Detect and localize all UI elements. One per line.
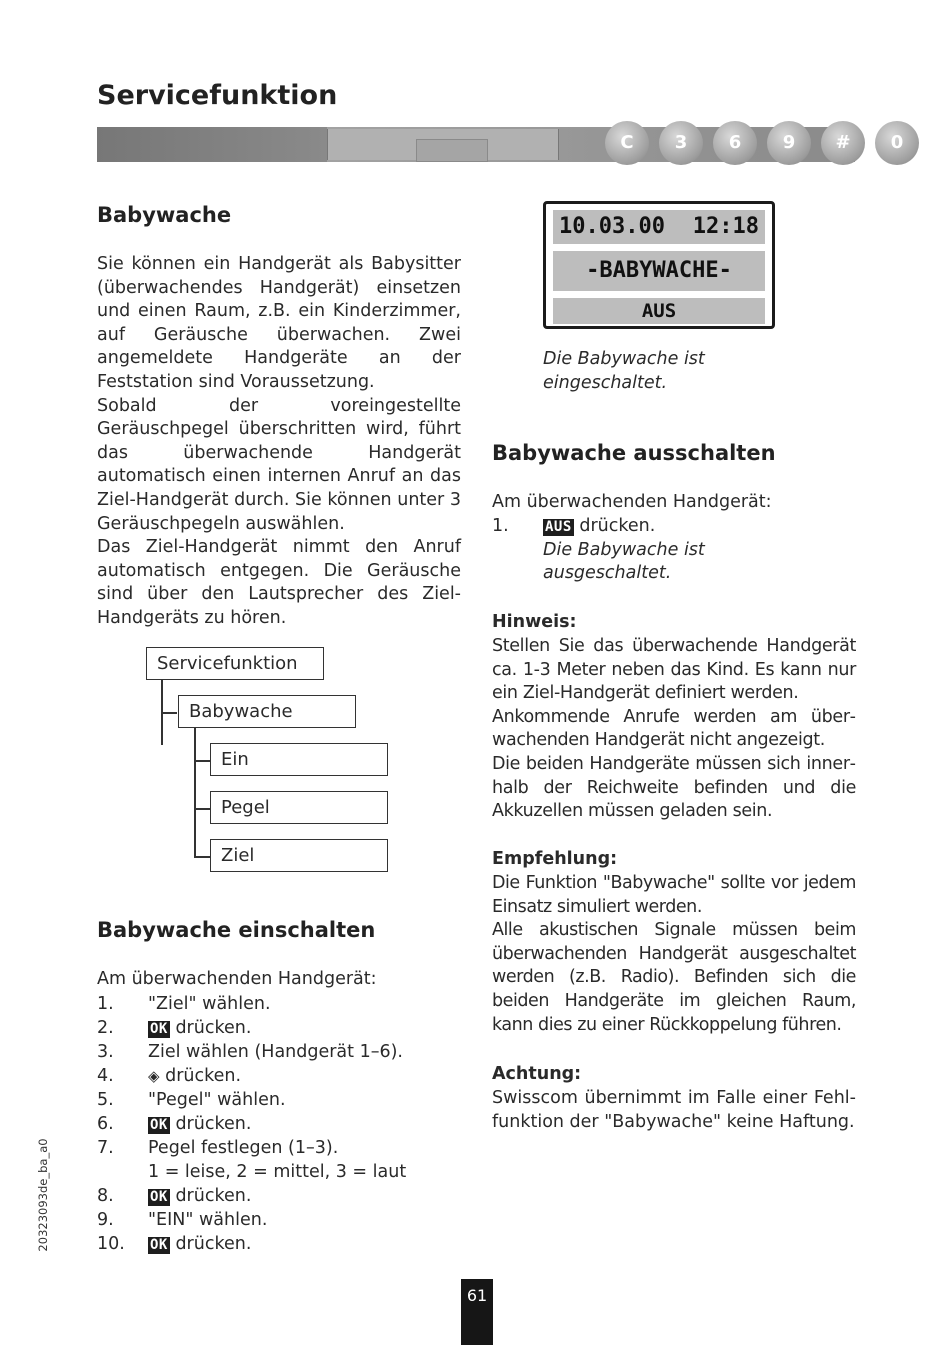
- ausschalten-block: [492, 491, 856, 586]
- hinweis-paragraph-2: Ankommende Anrufe werden am überwachenden Handgerät nicht angezeigt.: [492, 706, 856, 751]
- ok-key-icon: OK: [150, 1237, 168, 1253]
- phone-key-9-icon: 9: [767, 121, 811, 165]
- ausschalten-heading: Babywache ausschalten: [492, 441, 776, 465]
- ok-key-icon: OK: [150, 1189, 168, 1205]
- menu-tree-item-ein: Ein: [210, 743, 388, 776]
- document-code: 20323093de_ba_a0: [36, 1138, 50, 1252]
- header-banner-image: [97, 127, 904, 162]
- phone-key-6-icon: 6: [713, 121, 757, 165]
- page-title: Servicefunktion: [97, 80, 338, 111]
- babywache-heading: Babywache: [97, 203, 232, 227]
- achtung-paragraph-1: Swisscom übernimmt im Falle einer Fehlfunktion der "Babywache" keine Haftung.: [492, 1088, 856, 1132]
- phone-key-0-icon: 0: [875, 121, 919, 165]
- nav-key-icon: ◈: [148, 1067, 160, 1085]
- ok-key-icon: OK: [150, 1021, 168, 1037]
- hinweis-heading: Hinweis:: [492, 612, 577, 632]
- babywache-paragraph-1: Sie können ein Handgerät als Babysitter (überwachendes Handgerät) einsetzen und einen Raum, z.B. ein Kinderzimmer, auf Geräusche überwachen. Zwei angemeldete Handgeräte an der Feststation sind Voraussetzung.: [97, 254, 461, 392]
- display-caption-line-1: Die Babywache ist: [543, 349, 705, 369]
- handset-display: [543, 201, 775, 329]
- menu-tree-babywache: Babywache: [178, 695, 356, 728]
- phone-key-c-icon: C: [605, 121, 649, 165]
- menu-tree-item-pegel: Pegel: [210, 791, 388, 824]
- achtung-text: [492, 1087, 856, 1134]
- einschalten-heading: Babywache einschalten: [97, 918, 376, 942]
- page-number: 61: [461, 1279, 493, 1345]
- display-time: 12:18: [692, 214, 759, 239]
- empfehlung-paragraph-2: Alle akustischen Signale müssen beim überwachenden Handgerät ausgeschaltet werden (z.B. Radio). Befinden sich die beiden Handgeräte im gleichen Raum, kann dies zu einer Rückkoppelung führen.: [492, 920, 856, 1035]
- empfehlung-text: [492, 872, 856, 1037]
- ok-key-icon: OK: [150, 1117, 168, 1133]
- menu-tree-item-ziel: Ziel: [210, 839, 388, 872]
- phone-key-3-icon: 3: [659, 121, 703, 165]
- ausschalten-result-line-1: Die Babywache ist: [543, 539, 705, 560]
- ausschalten-step: 1. AUS drücken.: [492, 515, 656, 536]
- display-caption: [543, 348, 705, 395]
- phone-key-hash-icon: #: [821, 121, 865, 165]
- display-date: 10.03.00: [559, 214, 665, 239]
- babywache-paragraph-3: Das Ziel-Handgerät nimmt den Anruf automatisch entgegen. Die Geräusche sind über den Lautsprecher des Ziel-Handgeräts zu hören.: [97, 537, 461, 628]
- ausschalten-intro: Am überwachenden Handgerät:: [492, 492, 772, 512]
- menu-tree-root: Servicefunktion: [146, 647, 324, 680]
- empfehlung-paragraph-1: Die Funktion "Babywache" sollte vor jedem Einsatz simuliert werden.: [492, 873, 856, 917]
- display-caption-line-2: eingeschaltet.: [543, 372, 668, 393]
- einschalten-intro: Am überwachenden Handgerät:: [97, 969, 377, 989]
- hinweis-paragraph-3: Die beiden Handgeräte müssen sich innerhalb der Reichweite befinden und die Akkuzellen müssen geladen sein.: [492, 753, 856, 822]
- hinweis-paragraph-1: Stellen Sie das überwachende Handgerät ca. 1-3 Meter neben das Kind. Es kann nur ein Ziel-Handgerät definiert werden.: [492, 636, 856, 704]
- display-mode: -BABYWACHE-: [553, 251, 765, 291]
- achtung-heading: Achtung:: [492, 1064, 582, 1084]
- aus-key-icon: AUS: [545, 518, 572, 535]
- babywache-paragraph-2: Sobald der voreingestellte Geräuschpegel überschritten wird, führt das überwachende Handgerät automatisch einen internen Anruf an das Ziel-Handgerät durch. Sie können unter 3 Geräuschpegeln auswählen.: [97, 395, 461, 534]
- empfehlung-heading: Empfehlung:: [492, 849, 618, 869]
- hinweis-text: [492, 635, 856, 824]
- babywache-description: [97, 253, 461, 631]
- display-softkey-aus: AUS: [553, 298, 765, 324]
- ausschalten-result-line-2: ausgeschaltet.: [543, 563, 672, 584]
